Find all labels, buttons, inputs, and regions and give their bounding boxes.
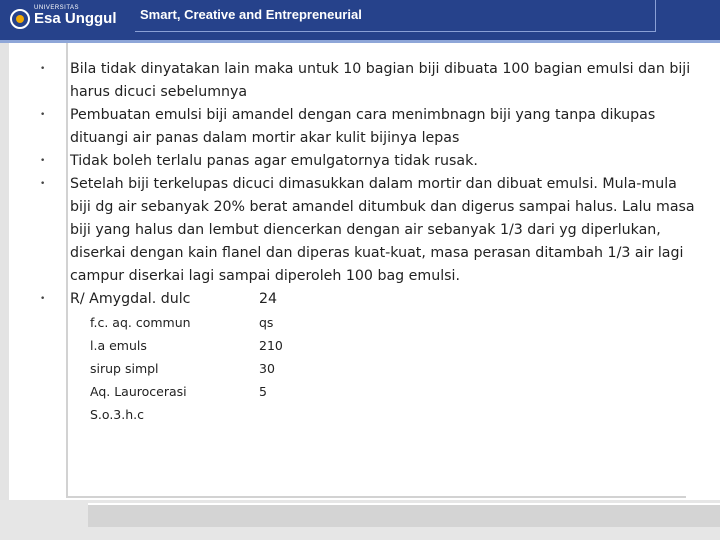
ingredient-amount: 30 [259, 361, 275, 376]
footer-strip [88, 503, 720, 527]
slide-content [40, 58, 700, 426]
bullet-icon: • [40, 110, 46, 120]
recipe-row [40, 403, 700, 426]
left-margin-bar [0, 43, 9, 533]
recipe-row [40, 380, 700, 403]
recipe-row [40, 334, 700, 357]
bullet-text: Pembuatan emulsi biji amandel dengan cara menimbnagn biji yang tanpa dikupas dituangi air panas dalam mortir akar kulit bijinya lepas [70, 107, 656, 146]
header-bar [0, 0, 720, 40]
signatura: S.o.3.h.c [90, 407, 145, 422]
header-divider-vertical [655, 0, 656, 32]
logo-emblem-icon [10, 9, 30, 29]
logo-text: Esa Unggul [34, 10, 117, 27]
ingredient-name: sirup simpl [90, 361, 159, 376]
ingredient-amount: 210 [259, 338, 283, 353]
recipe-row [40, 311, 700, 334]
ingredient-name: f.c. aq. commun [90, 315, 191, 330]
ingredient-amount: 5 [259, 384, 267, 399]
university-logo [0, 0, 130, 40]
bullet-item [40, 58, 700, 104]
recipe-row [40, 357, 700, 380]
ingredient-amount: qs [259, 315, 274, 330]
header-rule [0, 40, 720, 43]
bullet-icon: • [40, 156, 46, 166]
ingredient-name: l.a emuls [90, 338, 147, 353]
bullet-icon: • [40, 64, 46, 74]
ingredient-name: Aq. Laurocerasi [90, 384, 187, 399]
logo-subtitle: UNIVERSITAS [34, 5, 80, 11]
bullet-item [40, 104, 700, 150]
recipe-title-value: 24 [259, 291, 278, 307]
header-divider [135, 31, 655, 32]
bullet-item [40, 150, 700, 173]
bullet-icon: • [40, 294, 46, 304]
content-frame-bottom [66, 496, 686, 498]
bullet-item [40, 173, 700, 288]
bullet-icon: • [40, 179, 46, 189]
bullet-text: Bila tidak dinyatakan lain maka untuk 10 bagian biji dibuata 100 bagian emulsi dan biji harus dicuci sebelumnya [70, 61, 691, 100]
bullet-text: Setelah biji terkelupas dicuci dimasukkan dalam mortir dan dibuat emulsi. Mula-mula biji dg air sebanyak 20% berat amandel ditumbuk dan digerus sampai halus. Lalu masa biji yang halus dan lembut diencerkan dengan air sebanyak 1/3 dari yg diperlukan, diserkai dengan kain flanel dan diperas kuat-kuat, masa perasan ditambah 1/3 air lagi campur diserkai lagi sampai diperoleh 100 bag emulsi. [70, 176, 695, 284]
recipe-header [40, 288, 700, 311]
recipe-title: R/ Amygdal. dulc [70, 291, 191, 307]
bullet-text: Tidak boleh terlalu panas agar emulgatornya tidak rusak. [70, 153, 478, 169]
tagline: Smart, Creative and Entrepreneurial [140, 7, 362, 22]
